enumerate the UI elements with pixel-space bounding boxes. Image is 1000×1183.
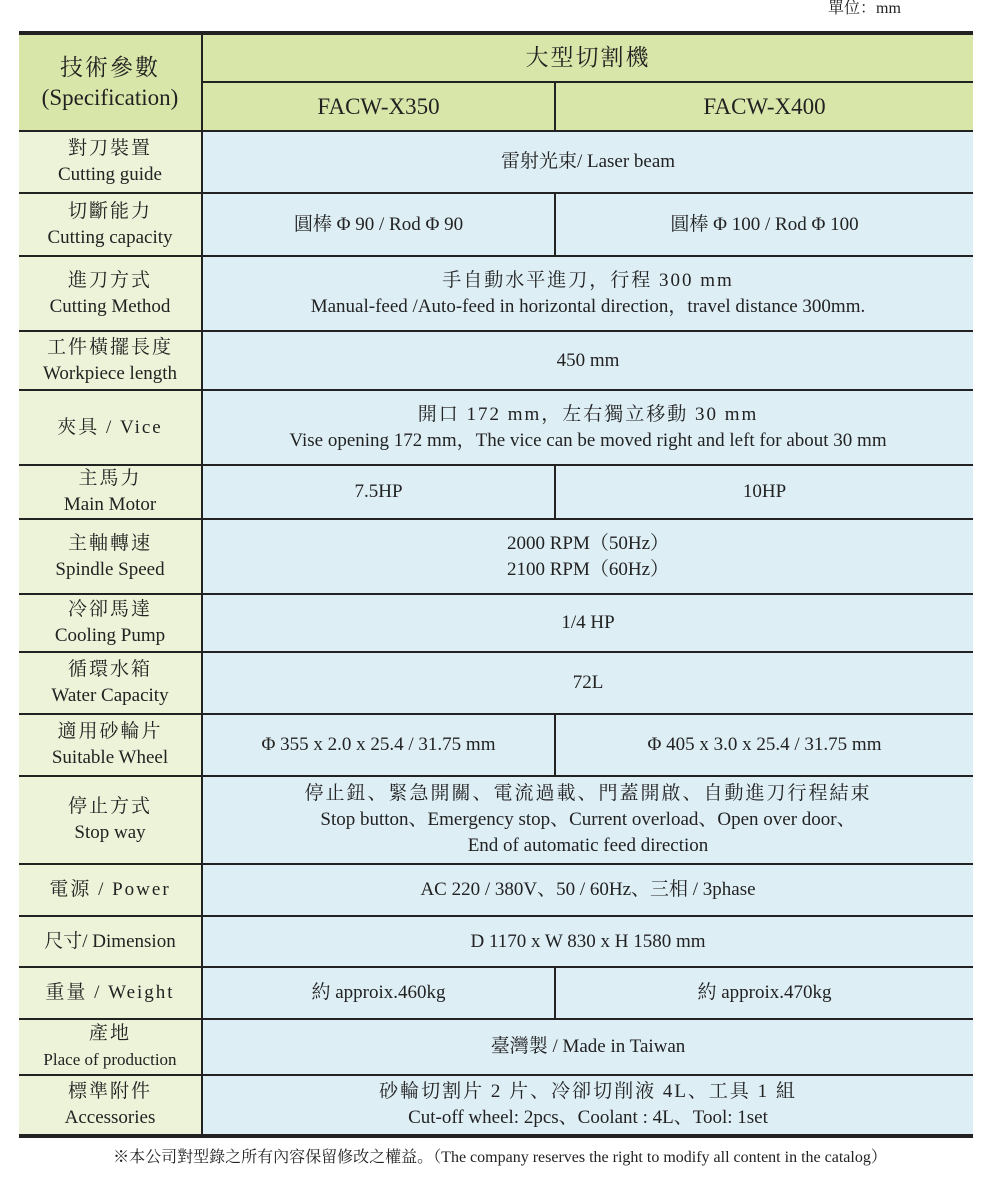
row-cutting-capacity	[19, 193, 973, 256]
row-value-line: 開口 172 mm，左右獨立移動 30 mm	[417, 403, 759, 425]
row-label-zh: 工件橫擺長度	[46, 336, 173, 358]
row-value-line: 2100 RPM（60Hz）	[506, 558, 670, 580]
row-label-en: Stop way	[74, 822, 146, 843]
row-label-zh: 循環水箱	[67, 659, 152, 680]
unit-label: 單位：mm	[828, 0, 901, 17]
row-value: AC 220 / 380V、50 / 60Hz、三相 / 3phase	[202, 864, 973, 916]
model-a-header: FACW-X350	[202, 82, 555, 131]
row-value-line: 停止鈕、緊急開關、電流過載、門蓋開啟、自動進刀行程結束	[304, 783, 872, 804]
spec-header-cell	[19, 33, 202, 131]
row-suitable-wheel	[19, 714, 973, 776]
row-label-en: Main Motor	[63, 494, 157, 515]
row-value-a: Φ 355 x 2.0 x 25.4 / 31.75 mm	[202, 714, 555, 776]
spec-table	[19, 31, 973, 1138]
row-label: 尺寸/ Dimension	[19, 916, 202, 967]
row-value-b: 約 approix.470kg	[555, 967, 973, 1019]
row-stop-way	[19, 776, 973, 864]
row-value-line: Cut-off wheel: 2pcs、Coolant : 4L、Tool: 1set	[408, 1107, 768, 1128]
row-value-line: Manual-feed /Auto-feed in horizontal direction，travel distance 300mm.	[310, 295, 866, 317]
category-title: 大型切割機	[202, 33, 973, 82]
row-label-en: Cutting Method	[49, 295, 171, 317]
row-power	[19, 864, 973, 916]
row-value: 1/4 HP	[202, 594, 973, 652]
row-dimension	[19, 916, 973, 967]
row-workpiece-length	[19, 331, 973, 390]
row-label: 夾具 / Vice	[19, 390, 202, 465]
row-main-motor	[19, 465, 973, 519]
row-label-en: Cutting guide	[58, 164, 162, 185]
row-value-line: 砂輪切割片 2 片、冷卻切削液 4L、工具 1 組	[379, 1081, 797, 1102]
row-label-en: Water Capacity	[51, 685, 169, 706]
row-value-a: 約 approix.460kg	[202, 967, 555, 1019]
row-value: 雷射光束/ Laser beam	[202, 131, 973, 193]
row-value-b: 圓棒 Φ 100 / Rod Φ 100	[555, 193, 973, 256]
row-vice	[19, 390, 973, 465]
row-spindle-speed	[19, 519, 973, 594]
row-label-zh: 冷卻馬達	[67, 599, 152, 620]
row-value: 72L	[202, 652, 973, 714]
row-value-line: 2000 RPM（50Hz）	[506, 532, 670, 554]
row-label-zh: 切斷能力	[67, 200, 152, 222]
row-label-zh: 標準附件	[67, 1081, 152, 1102]
row-label-zh: 停止方式	[67, 796, 152, 817]
row-value-b: 10HP	[555, 465, 973, 519]
row-label-zh: 主軸轉速	[67, 532, 152, 554]
row-label-zh: 適用砂輪片	[57, 721, 163, 742]
row-label: 重量 / Weight	[19, 967, 202, 1019]
row-value: 臺灣製 / Made in Taiwan	[202, 1019, 973, 1075]
row-weight	[19, 967, 973, 1019]
row-label-en: Suitable Wheel	[51, 747, 169, 768]
row-label-zh: 對刀裝置	[67, 138, 152, 159]
row-value-line: Vise opening 172 mm，The vice can be moved right and left for about 30 mm	[289, 429, 887, 451]
row-cutting-method	[19, 256, 973, 331]
row-value: 450 mm	[202, 331, 973, 390]
row-value-line: Stop button、Emergency stop、Current overload、Open over door、	[320, 809, 856, 830]
row-label-en: Accessories	[64, 1107, 156, 1128]
row-label-zh: 主馬力	[78, 468, 142, 489]
row-value-line: End of automatic feed direction	[467, 835, 709, 856]
row-label-en: Workpiece length	[42, 362, 178, 384]
row-label-en: Cutting capacity	[47, 226, 173, 248]
row-water-capacity	[19, 652, 973, 714]
spec-title-en: (Specification)	[41, 84, 179, 110]
row-label: 電源 / Power	[19, 864, 202, 916]
row-label-en: Spindle Speed	[55, 558, 165, 580]
row-value-a: 7.5HP	[202, 465, 555, 519]
row-value-line: 手自動水平進刀，行程 300 mm	[442, 269, 734, 291]
footnote: ※本公司對型錄之所有內容保留修改之權益。（The company reserves the right to modify all content in the catalog）	[113, 1149, 887, 1166]
row-label-zh: 產地	[88, 1023, 131, 1044]
row-origin	[19, 1019, 973, 1075]
row-label-en: Cooling Pump	[54, 625, 166, 646]
row-value-a: 圓棒 Φ 90 / Rod Φ 90	[202, 193, 555, 256]
row-value-b: Φ 405 x 3.0 x 25.4 / 31.75 mm	[555, 714, 973, 776]
row-label-zh: 進刀方式	[67, 269, 152, 291]
row-cutting-guide	[19, 131, 973, 193]
row-label-en: Place of production	[43, 1050, 177, 1069]
row-value: D 1170 x W 830 x H 1580 mm	[202, 916, 973, 967]
row-cooling-pump	[19, 594, 973, 652]
spec-title-zh: 技術參數	[60, 54, 160, 80]
model-b-header: FACW-X400	[555, 82, 973, 131]
row-accessories	[19, 1075, 973, 1136]
